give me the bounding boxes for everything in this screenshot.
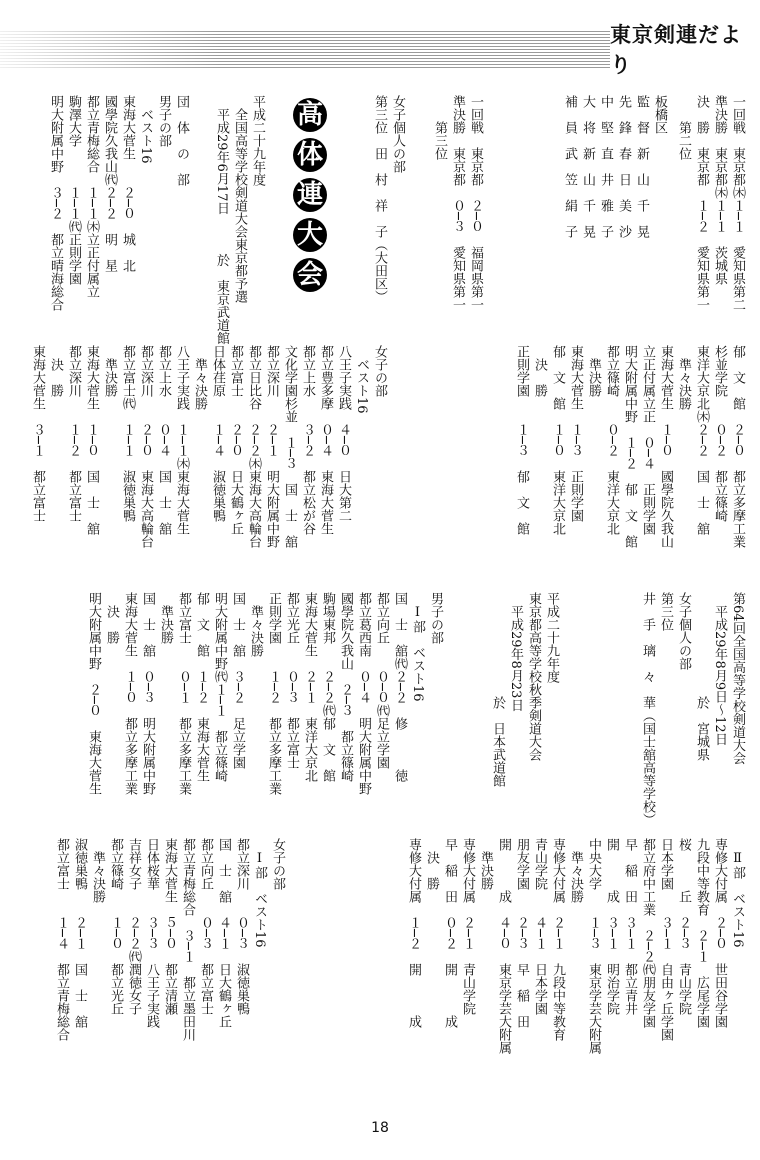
badge-char: 大 bbox=[293, 218, 327, 252]
section-badge-text bbox=[288, 95, 332, 295]
results-block-mr1: 郁 文 館 ２─０ 都立多摩工業 杉並学院 ０─２ 都立篠崎 東洋大京北㈭２─２ 国 士 舘 準々決勝 東海大菅生 １─０ 國學院久我山 立正付属立正 ０─４ 正則学園 明大附属中野 １─２ 郁 文 館 都立篠崎 ０─２ 東洋大京北 準決勝 東海大菅生 １─３ 正則学園 郁 文 館 １─０ 東洋大京北 決 勝 正則学園 １─３ 郁 文 館 bbox=[514, 345, 745, 548]
page-number: 18 bbox=[371, 1120, 389, 1136]
newsletter-title: 東京剣連だより bbox=[610, 30, 760, 68]
results-block-tr6: 団 体 の 部 男子の部 ベスト16 東海大菅生 ２─０ 城 北 國學院久我山㈹２─２ 明 星 都立青梅総合 １─１㈭立正付属立 駒澤大学 １─１㈹正則学園 明大附属中野 ３─２ 都立晴海総合 bbox=[48, 95, 189, 311]
badge-char: 体 bbox=[293, 138, 327, 172]
results-block-ml3: 男子の部 Ⅰ部 ベスト16 国 士 舘㈹２─２ 修 徳 都立向丘 ０─０㈹足立学園 都立葛西南 ０─４ 明大附属中野 國學院久我山 ２─３ 都立篠崎 駒場東邦 ２─２㈹郁 文 館 東海大菅生 ２─１ 東洋大京北 都立光丘 ０─３ 都立富士 正則学園 １─２ 都立多摩工業 準々決勝 国 士 舘 ３─２ 足立学園 明大附属中野㈹１─１ 都立篠崎 郁 文 館 １─２ 東海大菅生 都立富士 ０─１ 都立多摩工業 準決勝 国 士 舘 ０─３ 明大附属中野 東海大菅生 １─０ 都立多摩工業 決 勝 明大附属中野 ２─０ 東海大菅生 bbox=[86, 592, 443, 795]
results-block-ml1: 第64回全国高等学校剣道大会 平成29年8月9日～12日 於 宮城県 女子個人の部 第三位 井 手 璃 々 華（国士舘高等学校） bbox=[640, 592, 745, 826]
badge-char: 会 bbox=[293, 258, 327, 292]
results-block-tr4: 女子個人の部 第三位 田 村 祥 子（大田区） bbox=[372, 95, 405, 303]
results-block-tr2: 板橋区 監 督 新 山 千 晃 先 鋒 春 日 美 沙 中 堅 直 井 雅 子 大 将 新 山 千 晃 補 員 武 笠 絹 子 bbox=[562, 95, 667, 238]
results-block-ml2: 平成二十九年度 東京都高等学校秋季剣道大会 平成29年8月23日 於 日本武道館 bbox=[490, 592, 559, 787]
results-block-tr5: 平成二十九年度 全国高等学校剣道大会東京都予選 平成29年6月17日 於 東京武道館 bbox=[214, 95, 265, 345]
results-block-tr3: 一回戦 東京都 ２─０ 福岡県第一 準決勝 東京都 ０─３ 愛知県第一 第三位 bbox=[432, 95, 483, 311]
results-block-bl1: Ⅱ部 ベスト16 専修大付属 ２─０ 世田谷学園 九段中等教育 ２─１ 広尾学園 桜 丘 ２─３ 青山学院 日本学園 ３─１ 自由ヶ丘学園 都立府中工業 ２─２㈹朋友学園 早 稲 田 ３─１ 都立青井 開 成 ３─１ 明治学院 中央大学 １─３ 東京学芸大附属 準々決勝 専修大付属 ２─１ 九段中等教育 青山学院 ４─１ 日本学園 朋友学園 ２─３ 早 稲 田 開 成 ４─０ 東京学芸大附属 準決勝 専修大付属 ２─１ 青山学院 早 稲 田 ０─２ 開 成 決 勝 専修大付属 １─２ 開 成 bbox=[406, 838, 745, 1054]
results-block-bl2: 女子の部 Ⅰ部 ベスト16 都立深川 ０─３ 淑徳巣鴨 国 士 舘 ４─１ 日大鶴ヶ丘 都立向丘 ０─３ 都立富士 都立青梅総合 ３─１ 都立墨田川 東海大菅生 ５─０ 都立清瀬 日体桜華 ３─３ 八王子実践 吉祥女子 ２─２㈹潤徳女子 都立篠崎 １─０ 都立光丘 準々決勝 淑徳巣鴨 ２─１ 国 士 舘 都立富士 １─４ 都立青梅総合 bbox=[54, 838, 285, 1041]
badge-char: 高 bbox=[293, 98, 327, 132]
section-badge bbox=[288, 95, 332, 355]
badge-char: 連 bbox=[293, 178, 327, 212]
results-block-tr1: 一回戦 東京都㈭１─１ 愛知県第二 準決勝 東京都㈭１─１ 茨城県 決 勝 東京都 １─２ 愛知県第一 第二位 bbox=[676, 95, 745, 311]
results-block-mr2: 女子の部 ベスト16 八王子実践 ４─０ 日大第二 都立豊多摩 ０─４ 東海大菅生 都立上水 ３─２ 都立松が谷 文化学園杉並 １─３ 国 士 舘 都立深川 ２─１ 明大附属中野 都立日比谷 ２─２㈭東海大高輪台 都立富士 ２─０ 日大鶴ヶ丘 日体荏原 １─４ 淑徳巣鴨 準々決勝 八王子実践 １─１㈭東海大菅生 都立上水 ０─４ 国 士 舘 都立深川 ２─０ 東海大高輪台 都立富士㈹ １─１ 淑徳巣鴨 準決勝 東海大菅生 １─０ 国 士 舘 都立深川 １─２ 都立富士 決 勝 東海大菅生 ３─１ 都立富士 bbox=[30, 345, 387, 548]
